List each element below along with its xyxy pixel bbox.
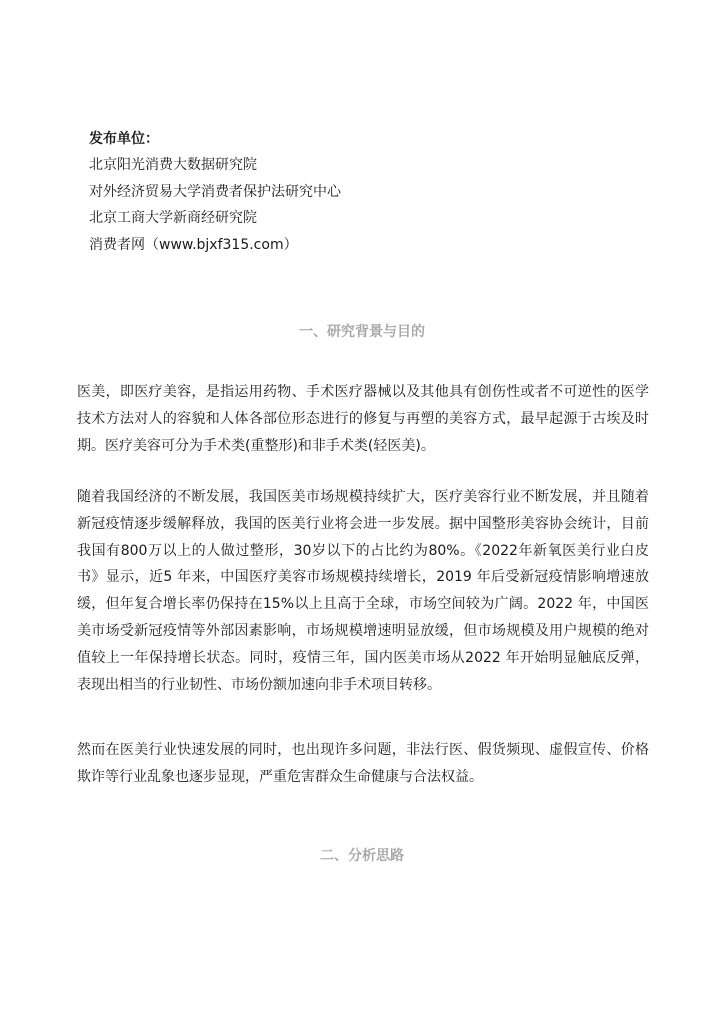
- paragraph-definition: 医美，即医疗美容，是指运用药物、手术医疗器械以及其他具有创伤性或者不可逆性的医学技术方法对人的容貌和人体各部位形态进行的修复与再塑的美容方式，最早起源于古埃及时期。医疗美容可分为手术类(重整形)和非手术类(轻医美)。: [77, 384, 649, 454]
- publisher-line: 北京阳光消费大数据研究院: [89, 157, 257, 173]
- publisher-block: [89, 126, 649, 258]
- section-heading-background: 一、研究背景与目的: [299, 324, 425, 340]
- paragraph-industry-problems: 然而在医美行业快速发展的同时，也出现许多问题，非法行医、假货频现、虚假宣传、价格欺诈等行业乱象也逐步显现，严重危害群众生命健康与合法权益。: [77, 742, 649, 785]
- section-heading-analysis: 二、分析思路: [320, 848, 404, 864]
- publisher-line: 北京工商大学新商经研究院: [89, 210, 257, 226]
- paragraph-market-growth: 随着我国经济的不断发展，我国医美市场规模持续扩大，医疗美容行业不断发展，并且随着新冠疫情逐步缓解释放，我国的医美行业将会进一步发展。据中国整形美容协会统计，目前我国有800万以上的人做过整形，30岁以下的占比约为80%。《2022年新氧医美行业白皮书》显示，近5 年来，中国医疗美容市场规模持续增长，2019 年后受新冠疫情影响增速放缓，但年复合增长率仍保持在15%以上且高于全球，市场空间较为广阔。2022 年，中国医美市场受新冠疫情等外部因素影响，市场规模增速明显放缓，但市场规模及用户规模的绝对值较上一年保持增长状态。同时，疫情三年，国内医美市场从2022 年开始明显触底反弹，表现出相当的行业韧性、市场份额加速向非手术项目转移。: [77, 489, 649, 693]
- publisher-line: 消费者网（www.bjxf315.com）: [89, 236, 298, 253]
- publisher-line: 对外经济贸易大学消费者保护法研究中心: [89, 183, 341, 200]
- publisher-heading: 发布单位：: [89, 131, 159, 147]
